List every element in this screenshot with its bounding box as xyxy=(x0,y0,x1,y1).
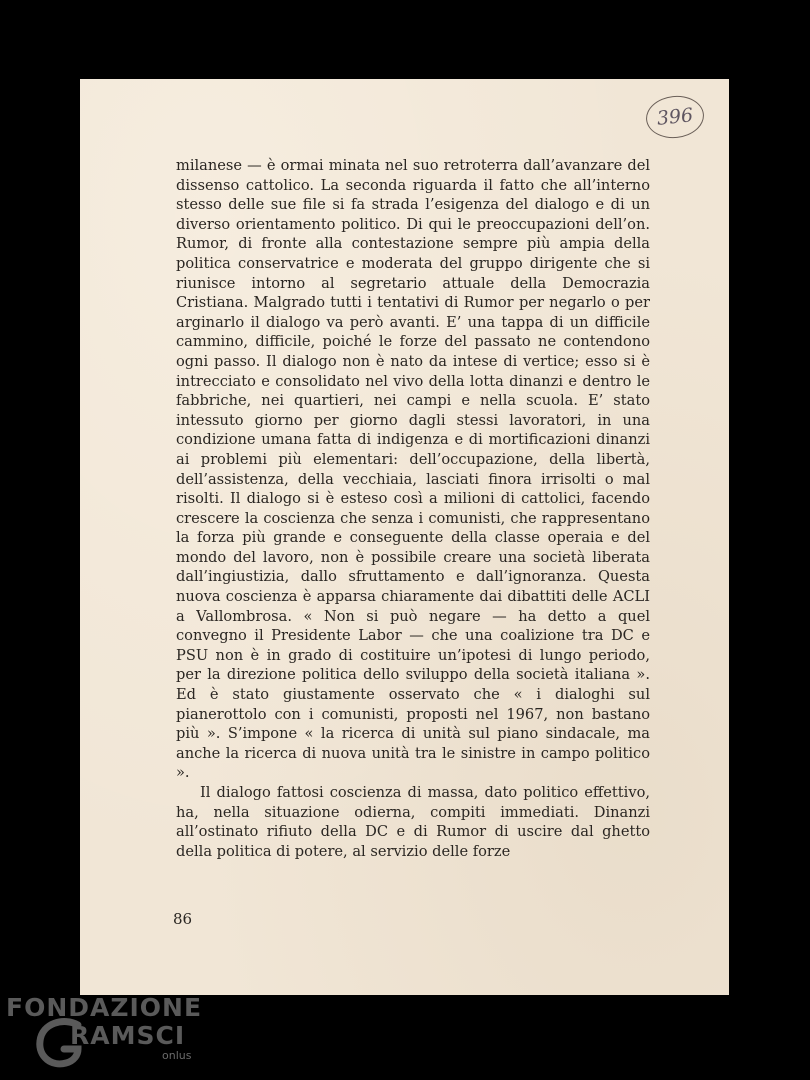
fondazione-gramsci-logo xyxy=(6,993,206,1073)
page-number: 86 xyxy=(173,910,193,928)
logo-line-2: RAMSCI xyxy=(70,1021,186,1050)
paragraph-2: Il dialogo fattosi coscienza di massa, dato politico effettivo, ha, nella situazione odierna, compiti immediati. Dinanzi all’ostinato rifiuto della DC e di Rumor di uscire dal ghetto della politica di potere, al servizio delle forze xyxy=(176,784,650,860)
paragraph-1: milanese — è ormai minata nel suo retroterra dall’avanzare del dissenso cattolico. La seconda riguarda il fatto che all’interno stesso delle sue file si fa strada l’esigenza del dialogo e di un diverso orientamento politico. Di qui le preoccupazioni dell’on. Rumor, di fronte alla contestazione sempre più ampia della politica conservatrice e moderata del gruppo dirigente che si riunisce intorno al segretario attuale della Democrazia Cristiana. Malgrado tutti i tentativi di Rumor per negarlo o per arginarlo il dialogo va però avanti. E’ una tappa di un difficile cammino, difficile, poiché le forze del passato ne contendono ogni passo. Il dialogo non è nato da intese di vertice; esso si è intrecciato e consolidato nel vivo della lotta dinanzi e dentro le fabbriche, nei quartieri, nei campi e nella scuola. E’ stato intessuto giorno per giorno dagli stessi lavoratori, in una condizione umana fatta di indigenza e di mortificazioni dinanzi ai problemi più elementari: dell’occupazione, della libertà, dell’assistenza, della vecchiaia, lasciati finora irrisolti o mal risolti. Il dialogo si è esteso così a milioni di cattolici, facendo crescere la coscienza che senza i comunisti, che rappresentano la forza più grande e conseguente della classe operaia e del mondo del lavoro, non è possibile creare una società liberata dall’ingiustizia, dallo sfruttamento e dall’ignoranza. Questa nuova coscienza è apparsa chiaramente dai dibattiti delle ACLI a Vallombrosa. « Non si può negare — ha detto a quel convegno il Presidente Labor — che una coalizione tra DC e PSU non è in grado di costituire un’ipotesi di lungo periodo, per la direzione politica dello sviluppo della società italiana ». Ed è stato giustamente osservato che « i dialoghi sul pianerottolo con i comunisti, proposti nel 1967, non bastano più ». S’impone « la ricerca di unità sul piano sindacale, ma anche la ricerca di nuova unità tra le sinistre in campo politico ». xyxy=(176,157,650,782)
body-text xyxy=(176,156,650,861)
logo-subtitle: onlus xyxy=(162,1049,192,1062)
archive-number-stamp: 396 xyxy=(644,93,706,141)
logo-line-1: FONDAZIONE xyxy=(6,993,203,1022)
